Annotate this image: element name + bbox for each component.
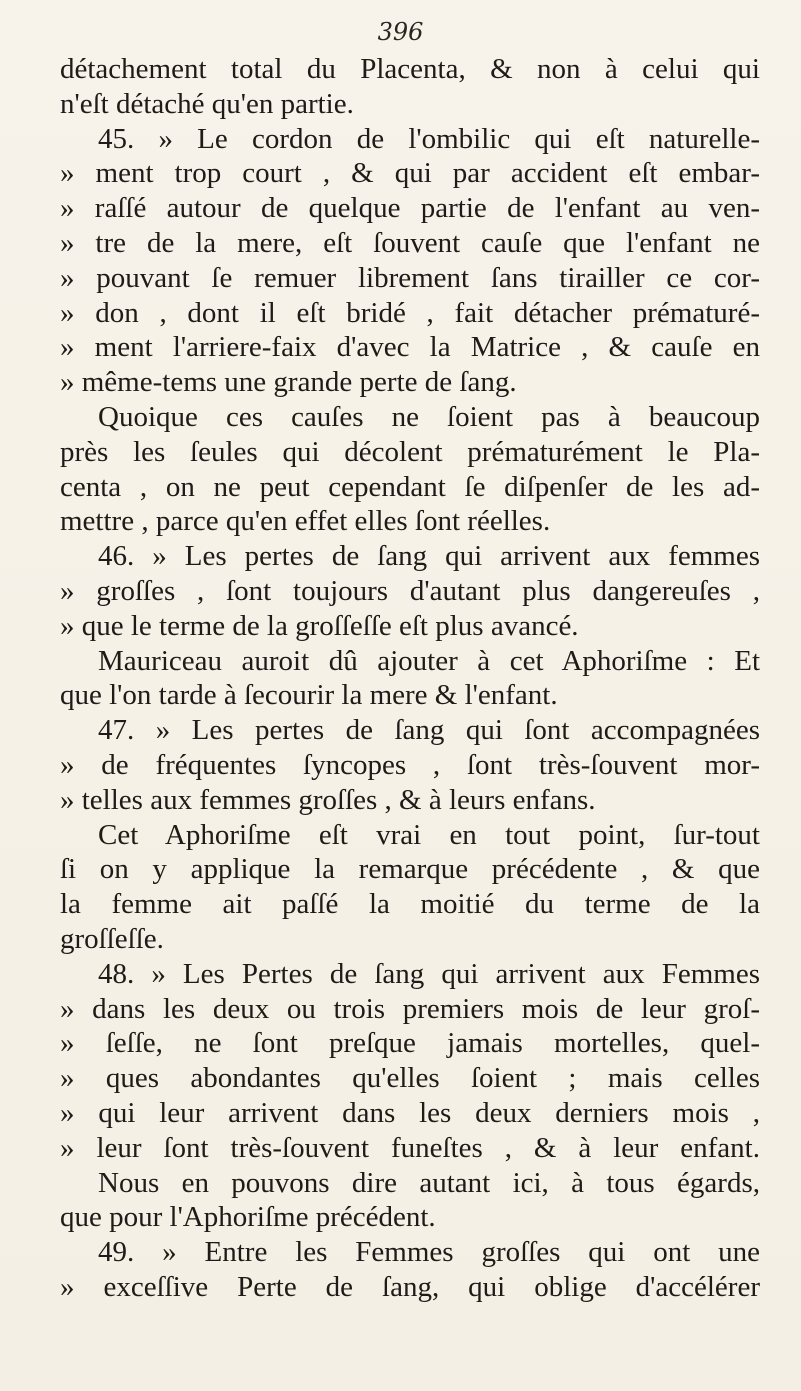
text-line: 48. » Les Pertes de ſang qui arrivent aux Femmes — [98, 957, 760, 990]
text-line: mettre , parce qu'en effet elles ſont réelles. — [60, 505, 551, 538]
text-line: » don , dont il eſt bridé , fait détacher prématuré- — [60, 296, 760, 329]
text-line: » leur ſont très-ſouvent funeſtes , & à leur enfant. — [60, 1131, 760, 1164]
text-line: 47. » Les pertes de ſang qui ſont accompagnées — [98, 714, 760, 747]
text-line: 49. » Entre les Femmes groſſes qui ont une — [98, 1236, 760, 1269]
text-line: Mauriceau auroit dû ajouter à cet Aphoriſme : Et — [98, 644, 760, 677]
text-line: » groſſes , ſont toujours d'autant plus dangereuſes , — [60, 574, 760, 607]
text-line: » telles aux femmes groſſes , & à leurs enfans. — [60, 783, 596, 816]
text-line: » pouvant ſe remuer librement ſans tirailler ce cor- — [60, 261, 760, 294]
text-line: groſſeſſe. — [60, 922, 164, 955]
text-line: que l'on tarde à ſecourir la mere & l'enfant. — [60, 679, 558, 712]
text-line: » tre de la mere, eſt ſouvent cauſe que l'enfant ne — [60, 226, 760, 259]
text-line: 46. » Les pertes de ſang qui arrivent aux femmes — [98, 540, 760, 573]
text-line: » ment l'arriere-faix d'avec la Matrice , & cauſe en — [60, 331, 760, 364]
text-line: Quoique ces cauſes ne ſoient pas à beaucoup — [98, 400, 760, 433]
text-line: » raſſé autour de quelque partie de l'enfant au ven- — [60, 192, 760, 225]
text-line: que pour l'Aphoriſme précédent. — [60, 1201, 436, 1234]
text-line: 45. » Le cordon de l'ombilic qui eſt naturelle- — [98, 122, 760, 155]
text-line: » ſeſſe, ne ſont preſque jamais mortelles, quel- — [60, 1027, 760, 1060]
text-line: près les ſeules qui décolent prématurément le Pla- — [60, 435, 760, 468]
text-line: » même-tems une grande perte de ſang. — [60, 366, 517, 399]
text-line: » de fréquentes ſyncopes , ſont très-ſouvent mor- — [60, 748, 760, 781]
text-line: » qui leur arrivent dans les deux derniers mois , — [60, 1096, 760, 1129]
text-line: » exceſſive Perte de ſang, qui oblige d'accélérer — [60, 1270, 760, 1303]
text-line: » ques abondantes qu'elles ſoient ; mais celles — [60, 1062, 760, 1095]
text-line: centa , on ne peut cependant ſe diſpenſer de les ad- — [60, 470, 760, 503]
text-line: Nous en pouvons dire autant ici, à tous égards, — [98, 1166, 760, 1199]
page-number: 396 — [377, 18, 424, 46]
text-line: la femme ait paſſé la moitié du terme de la — [60, 888, 760, 921]
body-text — [60, 52, 760, 1305]
text-line: » que le terme de la groſſeſſe eſt plus avancé. — [60, 609, 579, 642]
text-line: » dans les deux ou trois premiers mois de leur groſ- — [60, 992, 760, 1025]
text-line: Cet Aphoriſme eſt vrai en tout point, ſur-tout — [98, 818, 760, 851]
text-line: détachement total du Placenta, & non à celui qui — [60, 53, 760, 85]
text-line: » ment trop court , & qui par accident eſt embar- — [60, 157, 760, 190]
text-line: n'eſt détaché qu'en partie. — [60, 87, 354, 120]
text-line: ſi on y applique la remarque précédente , & que — [60, 853, 760, 886]
